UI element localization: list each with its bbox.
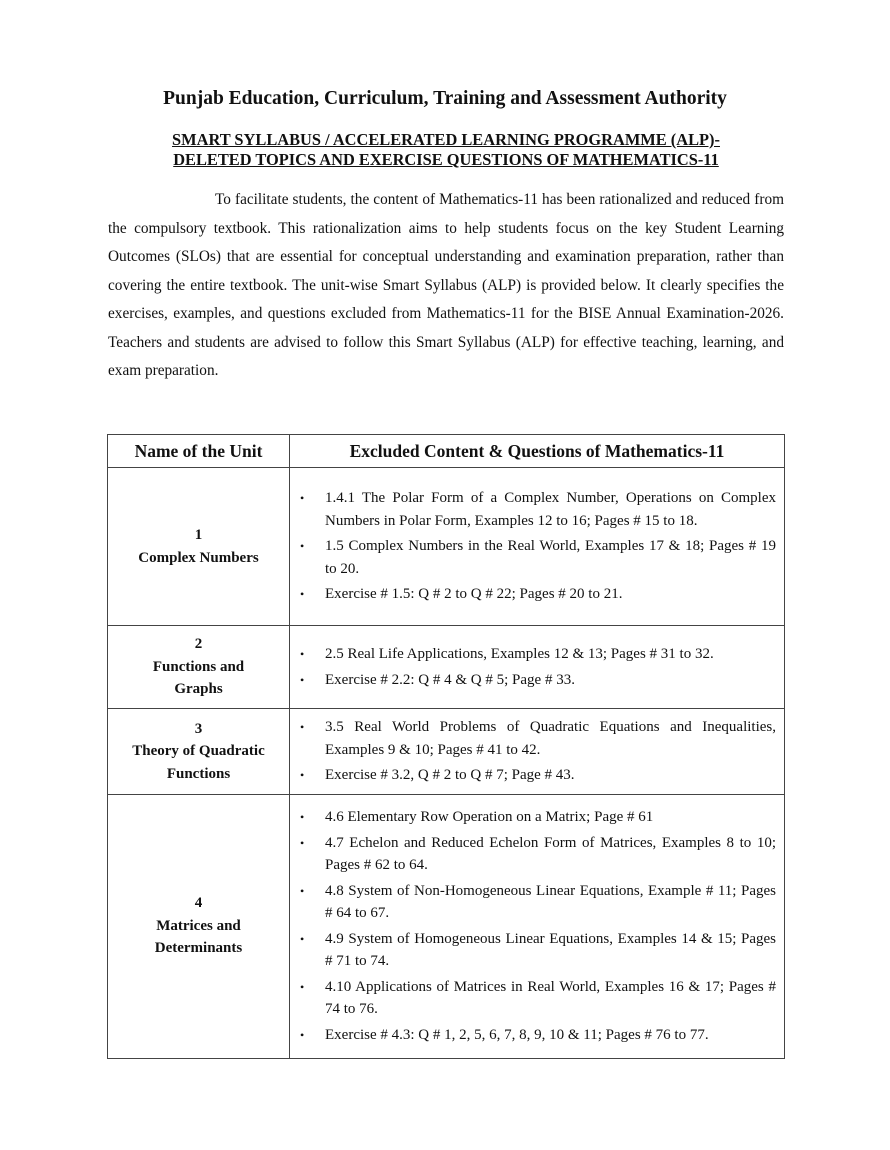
content-cell bbox=[290, 468, 785, 626]
unit-number: 1 bbox=[194, 527, 203, 543]
excluded-items-list bbox=[290, 643, 776, 691]
list-item: • 2.5 Real Life Applications, Examples 12 & 13; Pages # 31 to 32. bbox=[290, 643, 776, 666]
unit-number: 3 bbox=[194, 720, 203, 737]
organization-title: Punjab Education, Curriculum, Training and Assessment Authority bbox=[163, 88, 727, 109]
list-item: • Exercise # 3.2, Q # 2 to Q # 7; Page # 43. bbox=[290, 764, 776, 787]
content-cell bbox=[290, 709, 785, 795]
bullet-icon: • bbox=[300, 539, 305, 554]
unit-name: Theory of Quadratic Functions bbox=[132, 743, 265, 782]
unit-name: Functions and Graphs bbox=[152, 658, 245, 698]
bullet-icon: • bbox=[300, 931, 305, 946]
table-row bbox=[108, 468, 785, 626]
bullet-icon: • bbox=[300, 810, 305, 824]
unit-name: Matrices and Determinants bbox=[154, 917, 243, 957]
list-item: • 1.4.1 The Polar Form of a Complex Number, Operations on Complex Numbers in Polar Form, Examples 12 to 16; Pages # 15 to 18. bbox=[290, 487, 776, 532]
list-item: • 4.8 System of Non-Homogeneous Linear Equations, Example # 11; Pages # 64 to 67. bbox=[290, 880, 776, 925]
bullet-icon: • bbox=[300, 720, 305, 734]
list-item: • 4.9 System of Homogeneous Linear Equations, Examples 14 & 15; Pages # 71 to 74. bbox=[290, 928, 776, 973]
excluded-items-list bbox=[290, 806, 776, 1046]
unit-cell bbox=[108, 709, 290, 795]
table-header-row bbox=[108, 435, 785, 468]
bullet-icon: • bbox=[300, 672, 305, 687]
subtitle-line-1: SMART SYLLABUS / ACCELERATED LEARNING PROGRAMME (ALP)- bbox=[172, 130, 720, 149]
bullet-icon: • bbox=[300, 835, 305, 850]
list-item: • Exercise # 2.2: Q # 4 & Q # 5; Page # 33. bbox=[290, 669, 776, 692]
bullet-icon: • bbox=[300, 883, 305, 898]
list-item: • 4.6 Elementary Row Operation on a Matrix; Page # 61 bbox=[290, 806, 776, 829]
bullet-icon: • bbox=[300, 768, 305, 782]
bullet-icon: • bbox=[300, 491, 305, 506]
list-item: • Exercise # 1.5: Q # 2 to Q # 22; Pages # 20 to 21. bbox=[290, 583, 776, 606]
list-item: • 4.10 Applications of Matrices in Real World, Examples 16 & 17; Pages # 74 to 76. bbox=[290, 976, 776, 1021]
unit-cell bbox=[108, 794, 290, 1058]
column-header-unit: Name of the Unit bbox=[108, 435, 290, 468]
table-row bbox=[108, 794, 785, 1058]
list-item: • 1.5 Complex Numbers in the Real World, Examples 17 & 18; Pages # 19 to 20. bbox=[290, 535, 776, 580]
content-cell bbox=[290, 626, 785, 709]
unit-cell bbox=[108, 626, 290, 709]
bullet-icon: • bbox=[300, 587, 305, 602]
excluded-items-list bbox=[290, 487, 776, 606]
list-item: • Exercise # 4.3: Q # 1, 2, 5, 6, 7, 8, 9, 10 & 11; Pages # 76 to 77. bbox=[290, 1024, 776, 1047]
bullet-icon: • bbox=[300, 647, 305, 661]
unit-number: 4 bbox=[194, 895, 203, 912]
bullet-icon: • bbox=[300, 1027, 305, 1042]
bullet-icon: • bbox=[300, 979, 305, 994]
list-item: • 4.7 Echelon and Reduced Echelon Form of Matrices, Examples 8 to 10; Pages # 62 to 64. bbox=[290, 832, 776, 877]
unit-name: Complex Numbers bbox=[138, 549, 259, 566]
table-row bbox=[108, 626, 785, 709]
excluded-content-table bbox=[107, 434, 785, 1059]
intro-paragraph: To facilitate students, the content of Mathematics-11 has been rationalized and reduced from the compulsory textbook. This rationalization aims to help students focus on the key Student Learning Outcomes (SLOs) that are essential for conceptual understanding and examination preparation, rather than covering the entire textbook. The unit-wise Smart Syllabus (ALP) is provided below. It clearly specifies the exercises, examples, and questions excluded from Mathematics-11 for the BISE Annual Examination-2026. Teachers and students are advised to follow this Smart Syllabus (ALP) for effective teaching, learning, and exam preparation. bbox=[108, 191, 784, 379]
content-cell bbox=[290, 794, 785, 1058]
subtitle-line-2: DELETED TOPICS AND EXERCISE QUESTIONS OF MATHEMATICS-11 bbox=[173, 150, 719, 169]
excluded-items-list bbox=[290, 716, 776, 787]
column-header-content: Excluded Content & Questions of Mathematics-11 bbox=[290, 435, 785, 468]
document-subtitle bbox=[108, 130, 784, 170]
unit-cell bbox=[108, 468, 290, 626]
unit-number: 2 bbox=[194, 636, 203, 653]
table-row bbox=[108, 709, 785, 795]
list-item: • 3.5 Real World Problems of Quadratic Equations and Inequalities, Examples 9 & 10; Pages # 41 to 42. bbox=[290, 716, 776, 761]
